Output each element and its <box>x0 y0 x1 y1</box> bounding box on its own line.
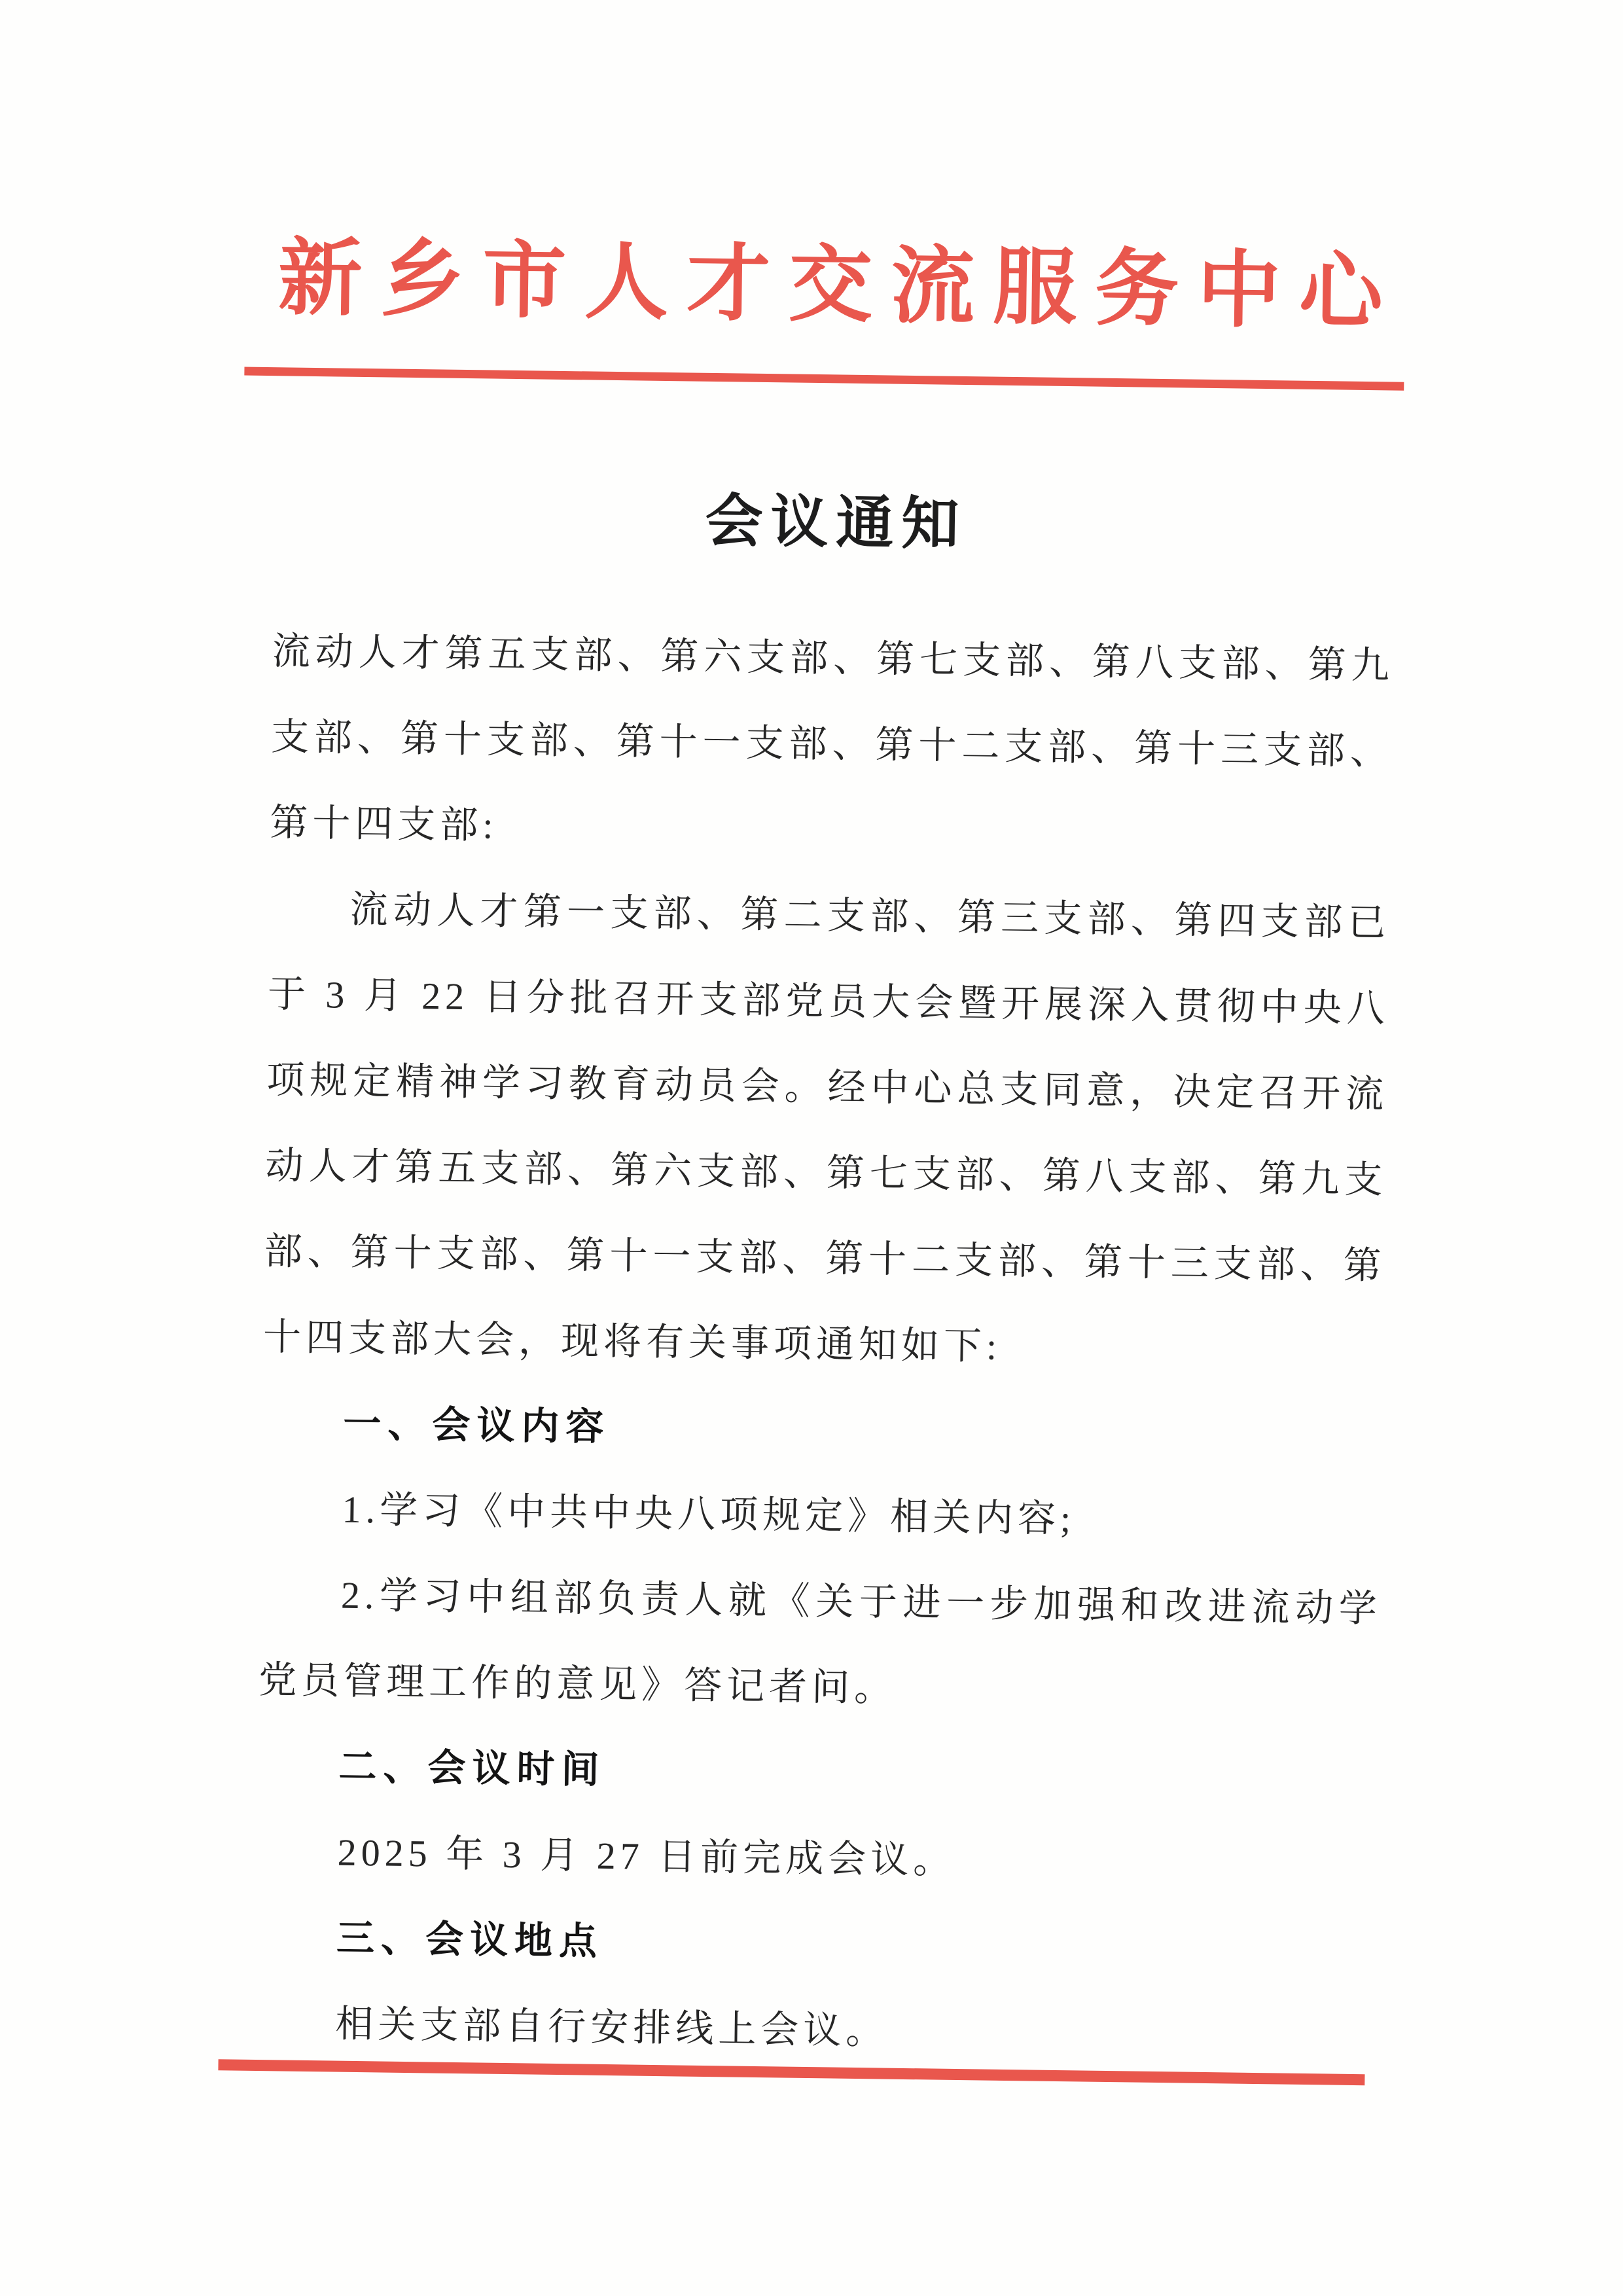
body-line: 部、第十支部、第十一支部、第十二支部、第十三支部、第 <box>264 1230 1387 1287</box>
body-line: 第十四支部: <box>269 801 498 847</box>
body-line: 党员管理工作的意见》答记者问。 <box>258 1659 897 1710</box>
document-body <box>254 608 1395 2080</box>
body-line: 支部、第十支部、第十一支部、第十二支部、第十三支部、 <box>270 715 1393 773</box>
document-title: 会议通知 <box>704 490 968 558</box>
body-line: 2025 年 3 月 27 日前完成会议。 <box>337 1831 956 1882</box>
body-line: 十四支部大会，现将有关事项通知如下: <box>262 1316 1002 1368</box>
body-line: 流动人才第一支部、第二支部、第三支部、第四支部已 <box>349 888 1391 944</box>
body-line: 2.学习中组部负责人就《关于进一步加强和改进流动学 <box>340 1573 1382 1630</box>
section-heading: 一、会议内容 <box>342 1402 611 1449</box>
letterhead-title: 新乡市人才交流服务中心 <box>277 232 1402 340</box>
body-line: 相关支部自行安排线上会议。 <box>334 2002 889 2053</box>
body-line: 1.学习《中共中央八项规定》相关内容; <box>342 1488 1076 1541</box>
body-line: 项规定精神学习教育动员会。经中心总支同意，决定召开流 <box>266 1058 1389 1116</box>
body-line: 于 3 月 22 日分批召开支部党员大会暨开展深入贯彻中央八 <box>267 973 1390 1030</box>
body-line: 流动人才第五支部、第六支部、第七支部、第八支部、第九 <box>272 630 1395 687</box>
section-heading: 三、会议地点 <box>336 1916 604 1963</box>
body-line: 动人才第五支部、第六支部、第七支部、第八支部、第九支 <box>265 1144 1387 1202</box>
letterhead-divider-rule <box>244 367 1404 391</box>
section-heading: 二、会议时间 <box>338 1745 606 1791</box>
